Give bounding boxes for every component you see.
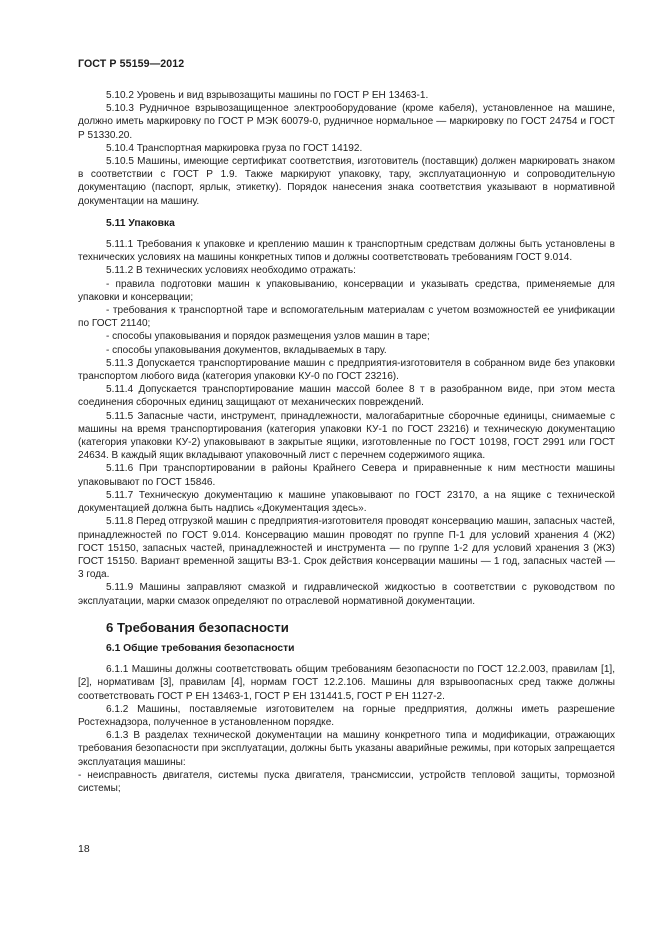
paragraph: 5.10.5 Машины, имеющие сертификат соответствия, изготовитель (поставщик) должен маркировать знаком в соответствии с ГОСТ Р 1.9. Также маркируют упаковку, тару, эксплуатационную и сопроводительную документацию (паспорт, ярлык, этикетку). Порядок нанесения знака соответствия указывают в нормативной документации на машину. (78, 156, 615, 207)
paragraph: 5.11.6 При транспортировании в районы Крайнего Севера и приравненные к ним местности машины упаковывают по ГОСТ 15846. (78, 463, 615, 488)
paragraph: 5.10.2 Уровень и вид взрывозащиты машины по ГОСТ Р ЕН 13463-1. (106, 90, 429, 101)
list-item: - требования к транспортной таре и вспомогательным материалам с учетом возможностей ее унификации по ГОСТ 21140; (78, 305, 615, 330)
paragraph: 6.1.2 Машины, поставляемые изготовителем на горные предприятия, должны иметь разрешение Ростехнадзора, полученное в установленном порядке. (78, 703, 615, 728)
paragraph: 5.11.1 Требования к упаковке и креплению машин к транспортным средствам должны быть установлены в технических условиях на машины конкретных типов и должны соответствовать требованиям ГОСТ 9.014. (78, 239, 615, 264)
list-item: - неисправность двигателя, системы пуска двигателя, трансмиссии, устройств тепловой защиты, тормозной системы; (78, 769, 615, 794)
paragraph: 5.11.5 Запасные части, инструмент, принадлежности, малогабаритные сборочные единицы, снимаемые с машины на время транспортирования (категория упаковки КУ-1 по ГОСТ 23216) и техническую документацию (категория упаковки КУ-2) упаковывают в закрытые ящики, изготовленные по ГОСТ 10198, ГОСТ 2991 или ГОСТ 24634. В каждый ящик вкладывают упаковочный лист с перечнем содержимого ящика. (78, 410, 615, 462)
subsection-heading: 6.1 Общие требования безопасности (106, 642, 295, 654)
paragraph: 5.11.4 Допускается транспортирование машин массой более 8 т в разобранном виде, при этом места соединения сборочных единиц защищают от механических повреждений. (78, 384, 615, 409)
paragraph: 5.11.3 Допускается транспортирование машин с предприятия-изготовителя в собранном виде без упаковки транспортом любого вида (категория упаковки КУ-0 по ГОСТ 23216). (78, 357, 615, 383)
list-item: - способы упаковывания документов, вкладываемых в тару. (106, 344, 387, 356)
paragraph: 5.10.4 Транспортная маркировка груза по ГОСТ 14192. (106, 142, 363, 154)
paragraph: 6.1.1 Машины должны соответствовать общим требованиям безопасности по ГОСТ 12.2.003, правилам [1], [2], нормативам [3], правилам [4], нормам ГОСТ 12.2.106. Машины для взрывоопасных сред также должны соответствовать ГОСТ Р ЕН 13463-1, ГОСТ Р ЕН 131441.5, ГОСТ Р ЕН 1127-2. (78, 664, 615, 702)
paragraph: 5.11.9 Машины заправляют смазкой и гидравлической жидкостью в соответствии с руководством по эксплуатации, марки смазок определяют по отраслевой нормативной документации. (78, 582, 615, 607)
paragraph: 5.11.7 Техническую документацию к машине упаковывают по ГОСТ 23170, а на ящике с технической документацией должна быть надпись «Документация здесь». (78, 489, 615, 515)
section-heading: 5.11 Упаковка (106, 217, 175, 229)
list-item: - способы упаковывания и порядок размещения узлов машин в таре; (106, 331, 430, 343)
paragraph: 5.10.3 Рудничное взрывозащищенное электрооборудование (кроме кабеля), установленное на машине, должно иметь маркировку по ГОСТ Р МЭК 60079-0, рудничное нормальное — маркировку по ГОСТ 24754 и ГОСТ Р 51330.20. (78, 103, 615, 141)
paragraph: 5.11.2 В технических условиях необходимо отражать: (106, 265, 356, 277)
chapter-heading: 6 Требования безопасности (106, 619, 289, 635)
paragraph: 5.11.8 Перед отгрузкой машин с предприятия-изготовителя проводят консервацию машин, запасных частей, принадлежностей по ГОСТ 9.014. Консервацию машин проводят по группе П-1 для условий хранения 4 (Ж2) ГОСТ 15150, запасных частей, принадлежностей и инструмента — по группе 1-2 для условий хранения 3 (ЖЗ) ГОСТ 15150. Вариант временной защиты ВЗ-1. Срок действия консервации машины — 1 год, запасных частей — 3 года. (78, 516, 615, 581)
list-item: - правила подготовки машин к упаковыванию, консервации и указывать средства, применяемые для упаковки и консервации; (78, 278, 615, 303)
document-body (78, 89, 615, 795)
page-number: 18 (78, 843, 90, 855)
document-header: ГОСТ Р 55159—2012 (78, 58, 185, 70)
paragraph: 6.1.3 В разделах технической документации на машину конкретного типа и модификации, отражающих требования безопасности при эксплуатации, должны быть указаны аварийные режимы, при которых запрещается эксплуатация машины: (78, 730, 615, 768)
